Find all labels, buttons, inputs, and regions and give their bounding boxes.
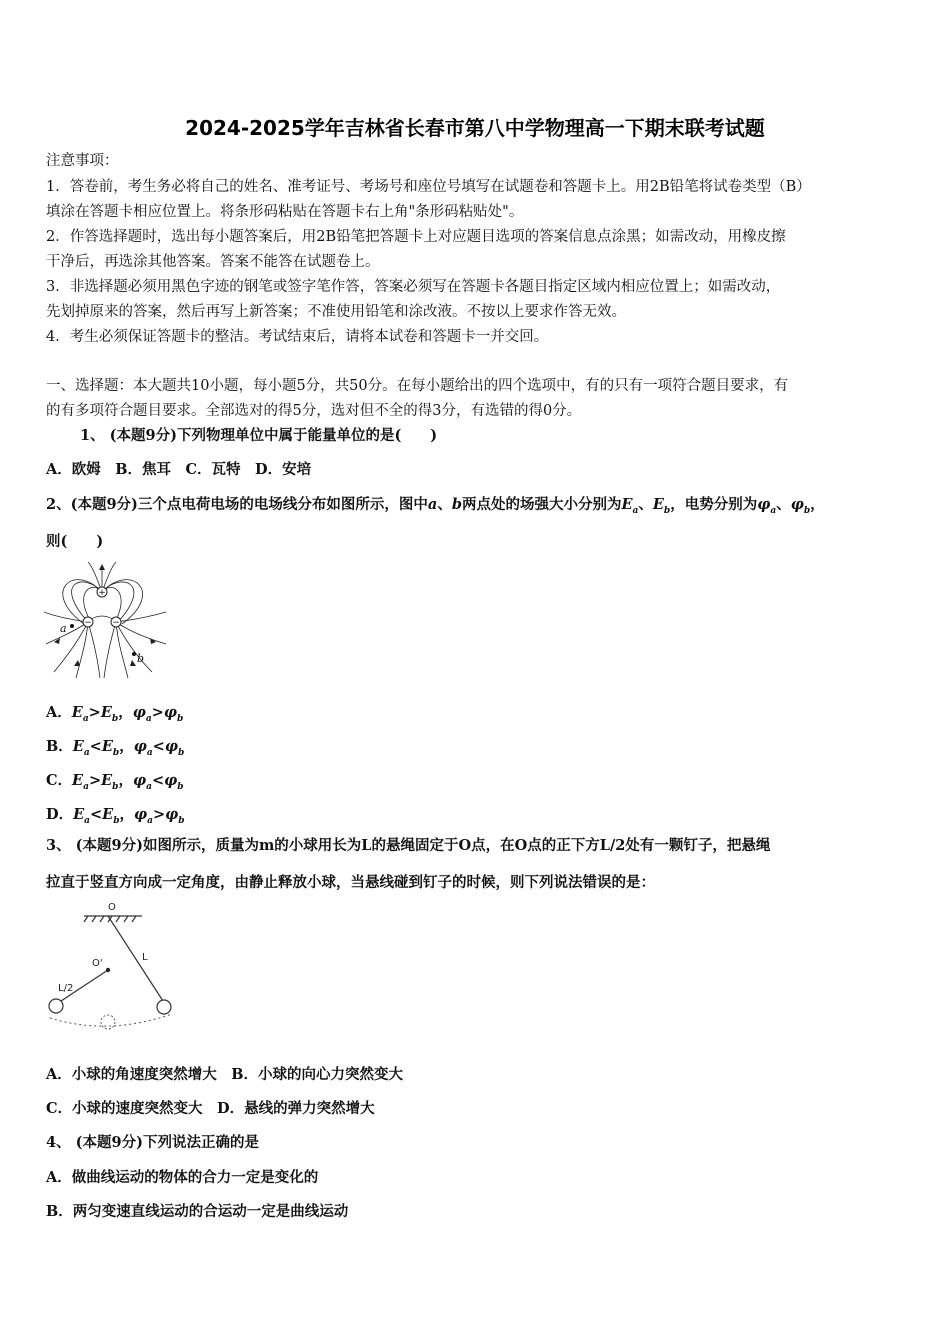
point-o-prime-label: O' bbox=[92, 958, 103, 969]
section-instruction: 一、选择题：本大题共10小题，每小题5分，共50分。在每小题给出的四个选项中，有的只有一项符合题目要求，有 bbox=[46, 378, 789, 394]
question-3-options-cd: C．小球的速度突然变大 D．悬线的弹力突然增大 bbox=[46, 1100, 375, 1117]
question-4-option-b: B．两匀变速直线运动的合运动一定是曲线运动 bbox=[46, 1203, 349, 1220]
positive-charge-label: + bbox=[98, 588, 106, 598]
notice-line: 4．考生必须保证答题卡的整洁。考试结束后，请将本试卷和答题卡一并交回。 bbox=[46, 329, 549, 345]
notice-line: 先划掉原来的答案，然后再写上新答案；不准使用铅笔和涂改液。不按以上要求作答无效。 bbox=[46, 304, 626, 320]
notice-line: 3．非选择题必须用黑色字迹的钢笔或签字笔作答，答案必须写在答题卡各题目指定区域内相应位置上；如需改动， bbox=[46, 279, 781, 295]
length-l-label: L bbox=[142, 952, 148, 963]
negative-charge-label: − bbox=[84, 618, 92, 628]
question-3-options-ab: A．小球的角速度突然增大 B．小球的向心力突然变大 bbox=[46, 1066, 404, 1083]
question-2-option-b[interactable]: B．$E_a<E_b$，$\varphi_a<\varphi_b$ bbox=[46, 738, 185, 758]
question-4-option-a: A．做曲线运动的物体的合力一定是变化的 bbox=[46, 1169, 319, 1186]
pendulum-figure bbox=[44, 898, 184, 1036]
point-o-label: O bbox=[108, 902, 116, 913]
question-1-stem: 1、 (本题9分)下列物理单位中属于能量单位的是( ) bbox=[80, 427, 438, 444]
negative-charge-label: − bbox=[112, 618, 120, 628]
point-b-label: b bbox=[137, 652, 145, 665]
question-3-stem-cont: 拉直于竖直方向成一定角度，由静止释放小球，当悬线碰到钉子的时候，则下列说法错误的是： bbox=[46, 874, 655, 891]
question-2-stem-cont: 则( ) bbox=[46, 533, 104, 550]
question-1-options: A．欧姆 B．焦耳 C．瓦特 D．安培 bbox=[46, 461, 312, 478]
question-2-option-d[interactable]: D．$E_a<E_b$，$\varphi_a>\varphi_b$ bbox=[46, 806, 185, 826]
page-title: 2024-2025学年吉林省长春市第八中学物理高一下期末联考试题 bbox=[185, 116, 765, 140]
question-2-option-a[interactable]: A．$E_a>E_b$，$\varphi_a>\varphi_b$ bbox=[46, 704, 184, 724]
question-2-option-c[interactable]: C．$E_a>E_b$，$\varphi_a<\varphi_b$ bbox=[46, 772, 184, 792]
notice-heading: 注意事项： bbox=[46, 153, 119, 169]
question-2-stem: 2、(本题9分)三个点电荷电场的电场线分布如图所示，图中a、b两点处的场强大小分别为$E_a$、$E_b$，电势分别为$\varphi_a$、$\varphi_b$， bbox=[46, 496, 825, 516]
point-a-label: a bbox=[60, 622, 67, 635]
electric-field-figure bbox=[44, 562, 168, 680]
question-3-stem: 3、 (本题9分)如图所示，质量为m的小球用长为L的悬绳固定于O点，在O点的正下方L/2处有一颗钉子，把悬绳 bbox=[46, 837, 771, 854]
section-instruction: 的有多项符合题目要求。全部选对的得5分，选对但不全的得3分，有选错的得0分。 bbox=[46, 403, 582, 419]
notice-line: 干净后，再选涂其他答案。答案不能答在试题卷上。 bbox=[46, 254, 380, 270]
length-l-half-label: L/2 bbox=[58, 983, 74, 994]
notice-line: 1．答卷前，考生务必将自己的姓名、准考证号、考场号和座位号填写在试题卷和答题卡上。用2B铅笔将试卷类型（B） bbox=[46, 179, 811, 195]
notice-line: 填涂在答题卡相应位置上。将条形码粘贴在答题卡右上角"条形码粘贴处"。 bbox=[46, 204, 524, 220]
notice-line: 2．作答选择题时，选出每小题答案后，用2B铅笔把答题卡上对应题目选项的答案信息点涂黑；如需改动，用橡皮擦 bbox=[46, 229, 786, 245]
question-4-stem: 4、 (本题9分)下列说法正确的是 bbox=[46, 1134, 259, 1151]
